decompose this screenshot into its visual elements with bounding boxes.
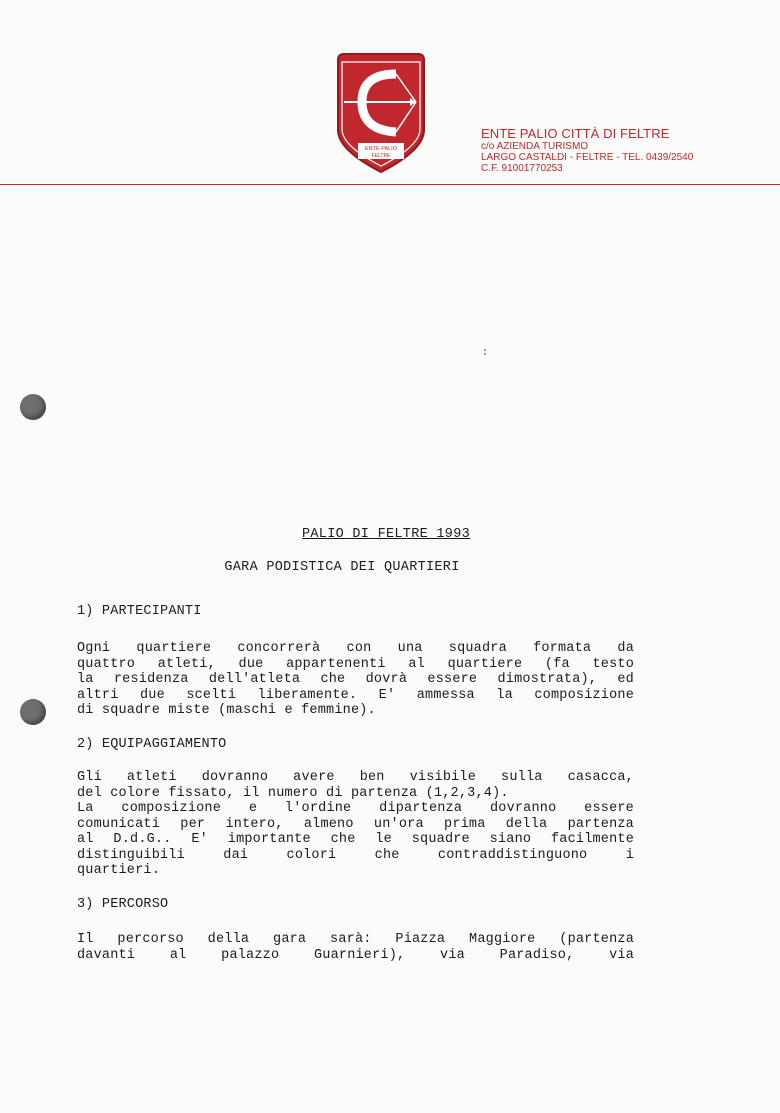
section-heading-partecipanti: 1) PARTECIPANTI — [77, 604, 202, 619]
text-line: Gli atleti dovranno avere ben visibile sulla casacca, — [77, 770, 634, 785]
text-line: Il percorso della gara sarà: Piazza Maggiore (partenza — [77, 932, 634, 947]
text-line: di squadre miste (maschi e femmine). — [77, 703, 376, 718]
section-body-percorso — [77, 932, 634, 963]
text-line: quartieri. — [77, 863, 161, 878]
section-heading-percorso: 3) PERCORSO — [77, 897, 169, 912]
document-title: PALIO DI FELTRE 1993 — [301, 527, 471, 542]
text-line: Ogni quartiere concorrerà con una squadra formata da — [77, 641, 634, 656]
text-line: altri due scelti liberamente. E' ammessa la composizione — [77, 687, 634, 703]
document-subtitle: GARA PODISTICA DEI QUARTIERI — [224, 560, 460, 575]
ente-palio-logo — [332, 52, 430, 174]
text-line: del colore fissato, il numero di partenza (1,2,3,4). — [77, 785, 509, 801]
text-line: quattro atleti, due appartenenti al quartiere (fa testo — [77, 656, 634, 672]
letterhead-line1: c/o AZIENDA TURISMO — [481, 141, 589, 152]
scan-speck — [484, 353, 486, 355]
section-heading-equipaggiamento: 2) EQUIPAGGIAMENTO — [77, 737, 227, 752]
section-body-equipaggiamento — [77, 770, 634, 879]
binder-hole-top — [20, 394, 46, 420]
letterhead — [481, 127, 693, 174]
text-line: la residenza dell'atleta che dovrà essere dimostrata), ed — [77, 672, 634, 687]
logo-text-1: ENTE PALIO — [365, 146, 397, 152]
binder-hole-bottom — [20, 699, 46, 725]
text-line: La composizione e l'ordine dipartenza dovranno essere — [77, 801, 634, 816]
scan-speck — [484, 349, 486, 351]
letterhead-line3: C.F. 91001770253 — [481, 163, 563, 174]
text-line: distinguibili dai colori che contraddistinguono i — [77, 847, 634, 863]
letterhead-name: ENTE PALIO CITTÀ DI FELTRE — [481, 126, 670, 141]
text-line: comunicati per intero, almeno un'ora prima della partenza — [77, 816, 634, 832]
text-line: davanti al palazzo Guarnieri), via Paradiso, via — [77, 947, 634, 963]
letterhead-divider — [0, 184, 780, 185]
text-line: al D.d.G.. E' importante che le squadre siano facilmente — [77, 832, 634, 847]
letterhead-line2: LARGO CASTALDI - FELTRE - TEL. 0439/2540 — [481, 152, 694, 163]
logo-text-2: FELTRE — [371, 153, 391, 159]
section-body-partecipanti — [77, 641, 634, 719]
